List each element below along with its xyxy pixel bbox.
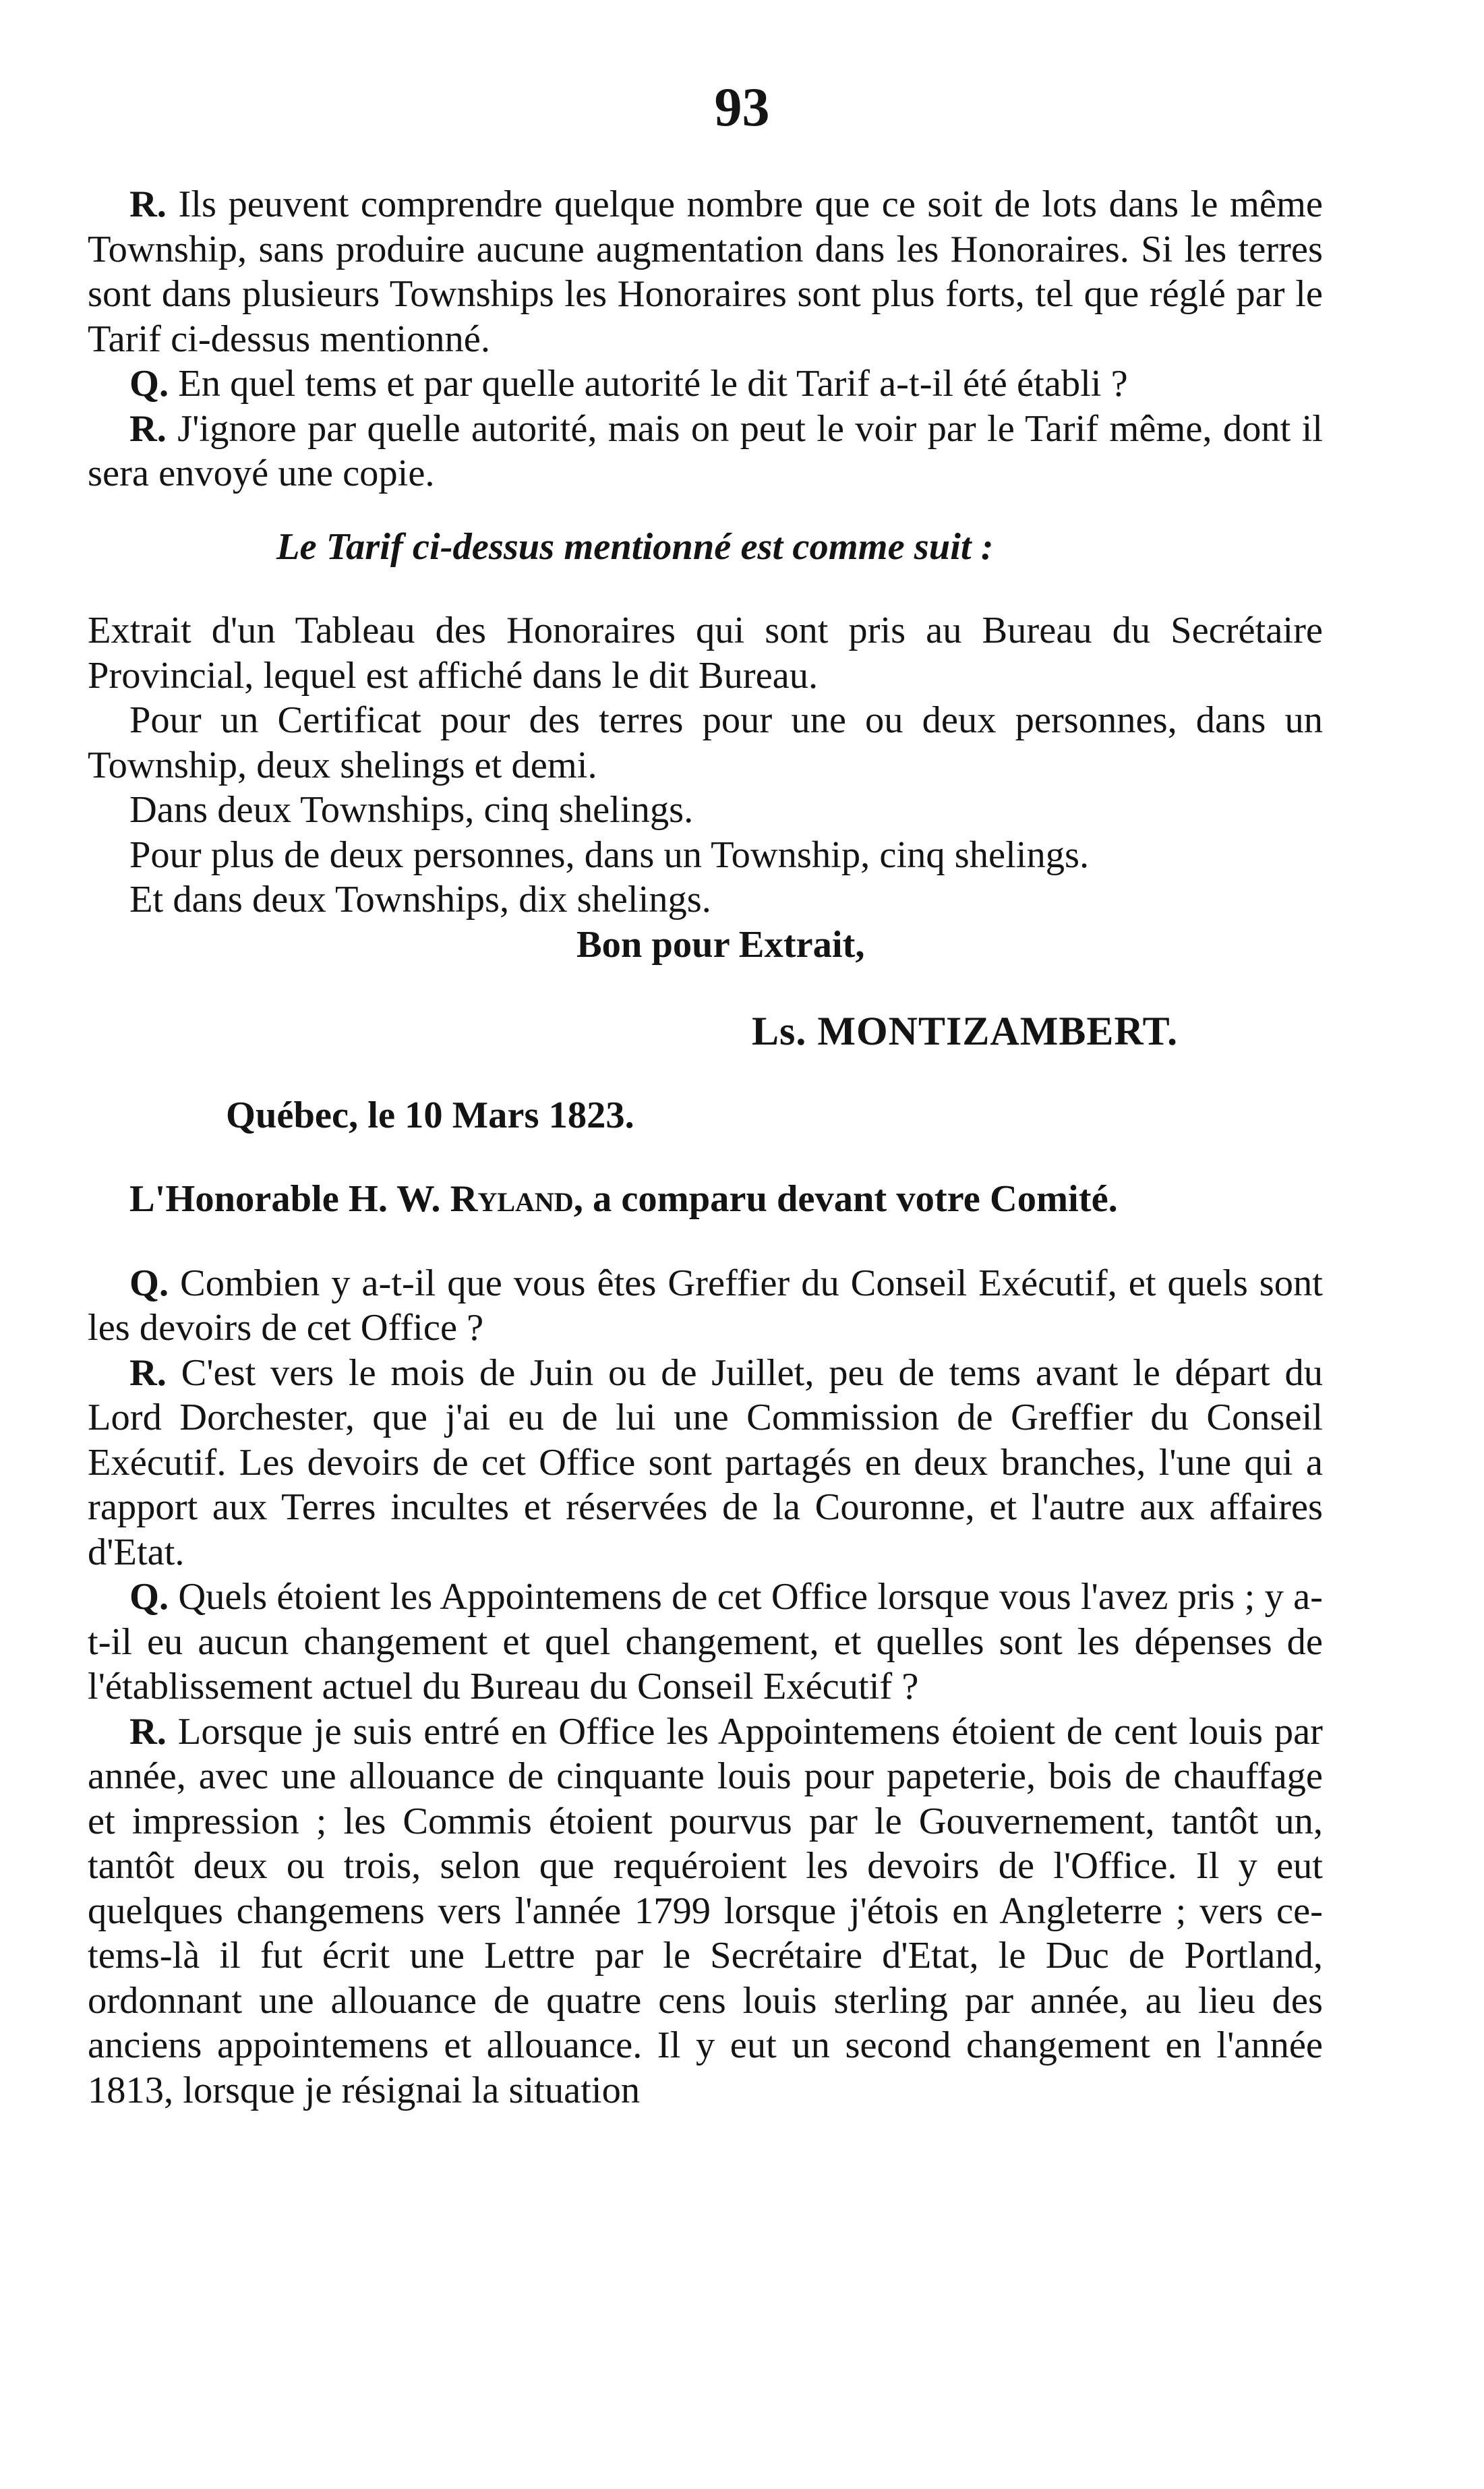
question-paragraph bbox=[88, 1261, 1323, 1351]
paragraph-text: En quel tems et par quelle autorité le dit Tarif a-t-il été établi ? bbox=[169, 363, 1128, 405]
answer-paragraph bbox=[88, 182, 1323, 361]
extrait-line: Et dans deux Townships, dix shelings. bbox=[129, 879, 711, 920]
answer-label: R. bbox=[129, 1351, 167, 1394]
question-paragraph bbox=[88, 1575, 1323, 1709]
signature-name: Ls. MONTIZAMBERT. bbox=[752, 1009, 1179, 1053]
answer-label: R. bbox=[129, 183, 167, 225]
paragraph-text: Lorsque je suis entré en Office les Appointemens étoient de cent louis par année, avec une allouance de cinquante louis pour papeterie, bois de chauffage et impression ; les Commis étoient pourvus par le Gouvernement, tantôt un, tantôt deux ou trois, selon que requéroient les devoirs de l'Office. Il y eut quelques changemens vers l'année 1799 lorsque j'étois en Angleterre ; vers ce-tems-là il fut écrit une Lettre par le Secrétaire d'Etat, le Duc de Portland, ordonnant une allouance de quatre cens louis sterling par année, au lieu des anciens appointemens et allouance. Il y eut un second changement en l'année 1813, lorsque je résignai la situation bbox=[88, 1710, 1323, 2111]
answer-paragraph bbox=[88, 407, 1323, 496]
appearance-prefix: L'Honorable H. W. bbox=[129, 1178, 450, 1220]
paragraph-text: J'ignore par quelle autorité, mais on peut le voir par le Tarif même, dont il sera envoyé une copie. bbox=[88, 407, 1323, 494]
appearance-line bbox=[88, 1177, 1323, 1222]
question-label: Q. bbox=[129, 1262, 169, 1304]
extrait-line: Pour plus de deux personnes, dans un Township, cinq shelings. bbox=[129, 833, 1090, 876]
paragraph-text: C'est vers le mois de Juin ou de Juillet, peu de tems avant le départ du Lord Dorchester, que j'ai eu de lui une Commission de Greffier du Conseil Exécutif. Les devoirs de cet Office sont partagés en deux branches, l'une qui a rapport aux Terres incultes et réservées de la Couronne, et l'autre aux affaires d'Etat. bbox=[88, 1351, 1323, 1573]
extrait-line: Dans deux Townships, cinq shelings. bbox=[129, 789, 694, 831]
extrait-intro: Extrait d'un Tableau des Honoraires qui sont pris au Bureau du Secrétaire Provincial, lequel est affiché dans le dit Bureau. bbox=[88, 610, 1323, 697]
question-label: Q. bbox=[129, 363, 169, 405]
paragraph-text: Combien y a-t-il que vous êtes Greffier du Conseil Exécutif, et quels sont les devoirs de cet Office ? bbox=[88, 1262, 1323, 1349]
paragraph-text: Ils peuvent comprendre quelque nombre que ce soit de lots dans le même Township, sans produire aucune augmentation dans les Honoraires. Si les terres sont dans plusieurs Townships les Honoraires sont plus forts, tel que réglé par le Tarif ci-dessus mentionné. bbox=[88, 183, 1323, 360]
bon-pour-extrait: Bon pour Extrait, bbox=[576, 923, 865, 966]
question-label: Q. bbox=[129, 1576, 169, 1618]
appearance-name: Ryland bbox=[450, 1178, 574, 1220]
answer-label: R. bbox=[129, 407, 167, 450]
question-paragraph bbox=[88, 361, 1323, 407]
tarif-heading: Le Tarif ci-dessus mentionné est comme suit : bbox=[276, 525, 994, 568]
appearance-suffix: , a comparu devant votre Comité. bbox=[573, 1178, 1118, 1220]
date-line: Québec, le 10 Mars 1823. bbox=[226, 1094, 634, 1136]
body-text bbox=[88, 182, 1323, 2113]
extrait-line: Pour un Certificat pour des terres pour une ou deux personnes, dans un Township, deux shelings et demi. bbox=[88, 699, 1323, 786]
answer-paragraph bbox=[88, 1709, 1323, 2113]
paragraph-text: Quels étoient les Appointemens de cet Office lorsque vous l'avez pris ; y a-t-il eu aucun changement et quel changement, et quelles sont les dépenses de l'établissement actuel du Bureau du Conseil Exécutif ? bbox=[88, 1576, 1323, 1707]
answer-paragraph bbox=[88, 1351, 1323, 1575]
answer-label: R. bbox=[129, 1710, 167, 1753]
page-number: 93 bbox=[714, 76, 770, 138]
